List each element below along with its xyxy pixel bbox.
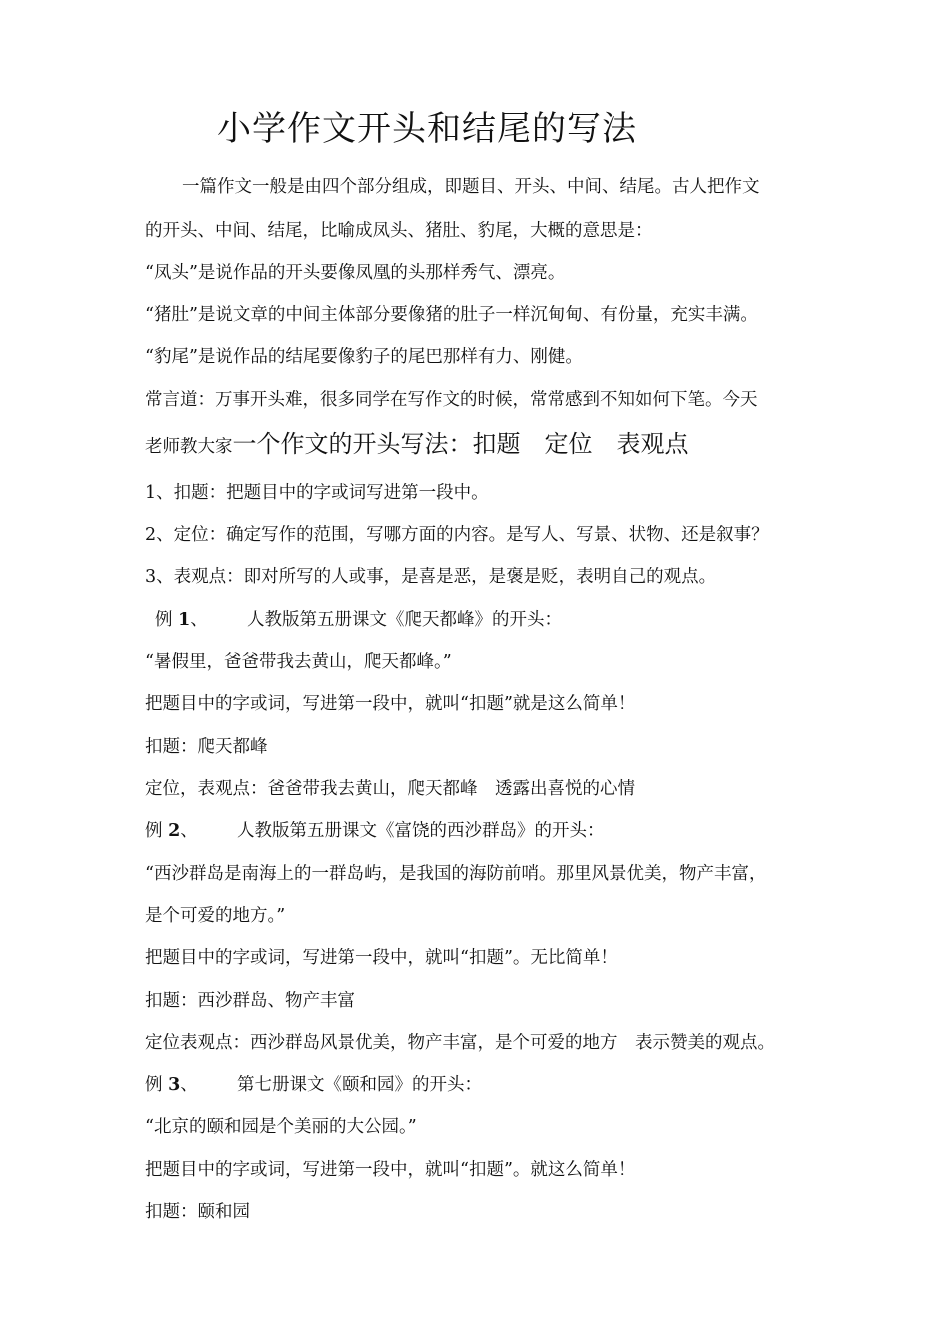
method-2: 2、定位：确定写作的范围，写哪方面的内容。是写人、写景、状物、还是叙事？	[145, 525, 769, 545]
page-title: 小学作文开头和结尾的写法	[217, 109, 637, 149]
example-1-kouti: 扣题：爬天都峰	[145, 737, 268, 757]
example-3-source: 第七册课文《颐和园》的开头：	[237, 1075, 482, 1095]
example-2-explain: 把题目中的字或词，写进第一段中，就叫“扣题”。无比简单！	[145, 948, 618, 968]
teach-prefix: 老师教大家	[145, 437, 233, 457]
example-1-position: 定位，表观点：爸爸带我去黄山，爬天都峰 透露出喜悦的心情	[145, 779, 635, 799]
example-2-quote-1: “西沙群岛是南海上的一群岛屿，是我国的海防前哨。那里风景优美，物产丰富，	[145, 864, 767, 884]
teach-line	[145, 424, 689, 459]
example-2-heading	[145, 817, 605, 842]
saying-line: 常言道：万事开头难，很多同学在写作文的时候，常常感到不知如何下笔。今天	[145, 390, 758, 410]
example-2-label: 例 2、	[145, 821, 198, 841]
zhudu-line: “猪肚”是说文章的中间主体部分要像猪的肚子一样沉甸甸、有份量，充实丰满。	[145, 305, 758, 325]
example-1-source: 人教版第五册课文《爬天都峰》的开头：	[247, 610, 562, 630]
fengtou-line: “凤头”是说作品的开头要像凤凰的头那样秀气、漂亮。	[145, 263, 566, 283]
baowei-line: “豹尾”是说作品的结尾要像豹子的尾巴那样有力、刚健。	[145, 347, 583, 367]
example-1-heading	[155, 606, 562, 631]
example-1-explain: 把题目中的字或词，写进第一段中，就叫“扣题”就是这么简单！	[145, 694, 636, 714]
intro-line-2: 的开头、中间、结尾，比喻成凤头、猪肚、豹尾，大概的意思是：	[145, 221, 653, 241]
example-3-kouti: 扣题：颐和园	[145, 1202, 250, 1222]
example-1-label: 例 1、	[155, 610, 208, 630]
method-1: 1、扣题：把题目中的字或词写进第一段中。	[145, 483, 489, 503]
intro-line-1: 一篇作文一般是由四个部分组成，即题目、开头、中间、结尾。古人把作文	[182, 177, 760, 197]
example-2-source: 人教版第五册课文《富饶的西沙群岛》的开头：	[237, 821, 605, 841]
example-2-quote-2: 是个可爱的地方。”	[145, 906, 286, 926]
example-3-label: 例 3、	[145, 1075, 198, 1095]
example-3-heading	[145, 1071, 482, 1096]
method-3: 3、表观点：即对所写的人或事，是喜是恶，是褒是贬，表明自己的观点。	[145, 567, 717, 587]
example-1-quote: “暑假里，爸爸带我去黄山，爬天都峰。”	[145, 652, 452, 672]
example-3-quote: “北京的颐和园是个美丽的大公园。”	[145, 1117, 417, 1137]
example-2-kouti: 扣题：西沙群岛、物产丰富	[145, 991, 355, 1011]
example-3-explain: 把题目中的字或词，写进第一段中，就叫“扣题”。就这么简单！	[145, 1160, 636, 1180]
example-2-position: 定位表观点：西沙群岛风景优美，物产丰富，是个可爱的地方 表示赞美的观点。	[145, 1033, 775, 1053]
teach-main: 一个作文的开头写法：扣题 定位 表观点	[232, 430, 689, 458]
